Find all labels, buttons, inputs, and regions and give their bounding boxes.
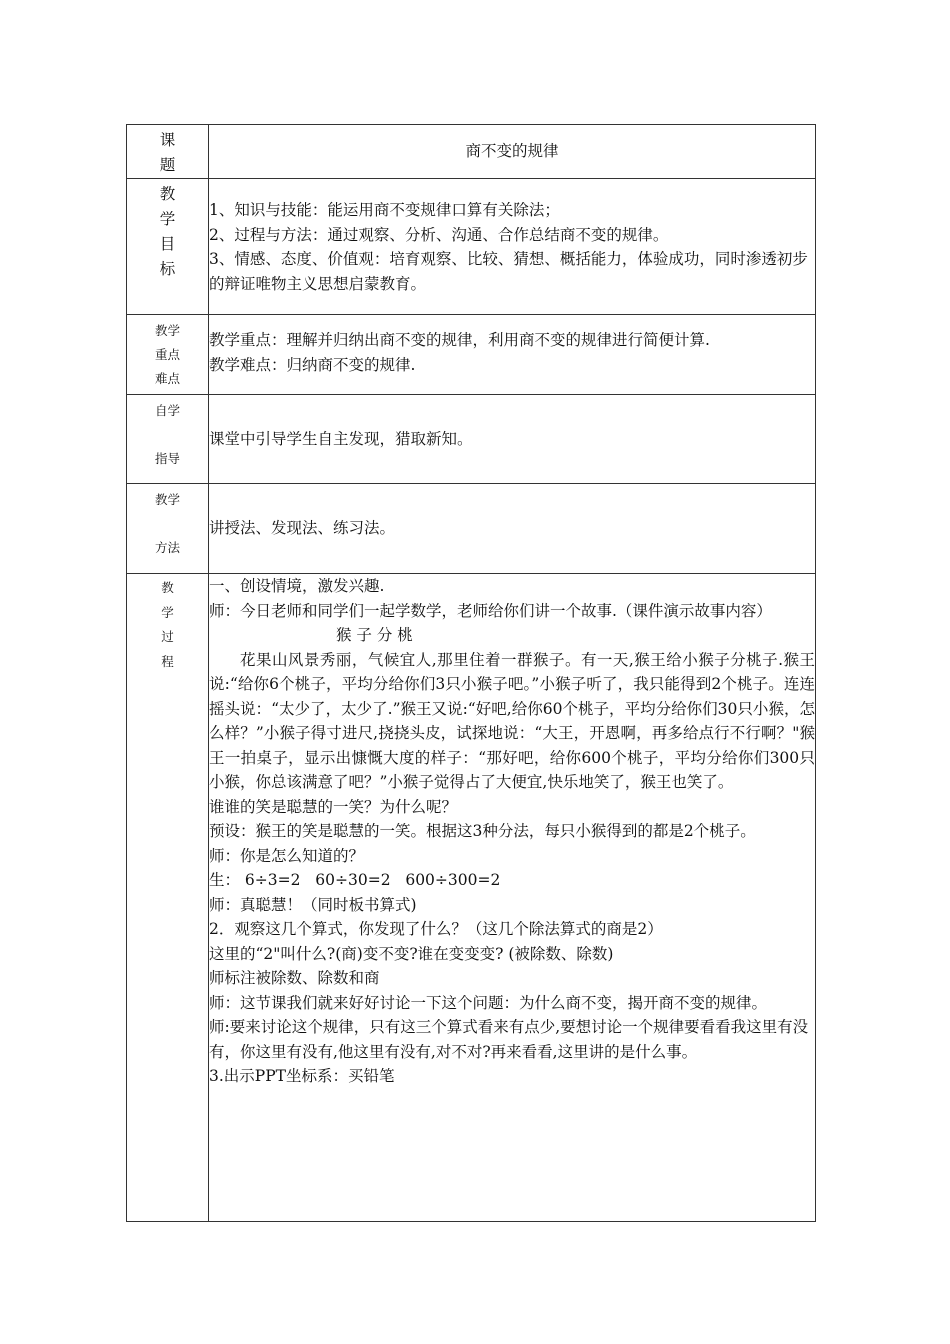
label-char: 目 [159,235,176,253]
goals-content [209,179,816,315]
goal-line: 3、情感、态度、价值观：培育观察、比较、猜想、概括能力，体验成功，同时渗透初步的辩证唯物主义思想启蒙教育。 [209,250,808,293]
label-char: 难点 [154,371,180,386]
row-title [127,125,816,179]
label-method [127,484,209,574]
keypoints-content [209,315,816,395]
method-text: 讲授法、发现法、练习法。 [209,519,396,538]
label-char: 教学 [154,492,180,507]
label-process [127,574,209,1222]
process-line: 师：今日老师和同学们一起学数学，老师给你们讲一个故事.（课件演示故事内容） [209,601,772,620]
label-char: 自学 [154,403,180,418]
lesson-title [209,125,816,179]
process-line: 一、创设情境，激发兴趣. [209,577,385,595]
label-char: 学 [159,210,176,228]
process-line: 师:要来讨论这个规律，只有这三个算式看来有点少,要想讨论一个规律要看看我这里有没有，你这里有没有,他这里有没有,对不对?再来看看,这里讲的是什么事。 [209,1018,809,1061]
story-paragraph: 花果山风景秀丽，气候宜人,那里住着一群猴子。有一天,猴王给小猴子分桃子.猴王说:“给你6个桃子，平均分给你们3只小猴子吧。”小猴子听了，我只能得到2个桃子。连连摇头说：“太少了，太少了.”猴王又说:“好吧,给你60个桃子，平均分给你们30只小猴，怎么样？”小猴子得寸进尺,挠挠头皮，试探地说：“大王，开恩啊，再多给点行不行啊？"猴王一拍桌子，显示出慷慨大度的样子：“那好吧，给你600个桃子，平均分给你们300只小猴，你总该满意了吧？”小猴子觉得占了大便宜,快乐地笑了，猴王也笑了。 [209,650,815,791]
keypoint-line: 教学难点：归纳商不变的规律. [209,355,416,374]
label-keypoints [127,315,209,395]
goal-line: 1、知识与技能：能运用商不变规律口算有关除法； [209,201,560,219]
process-line: 2．观察这几个算式，你发现了什么？（这几个除法算式的商是2） [209,920,663,938]
lesson-title-text: 商不变的规律 [465,142,559,161]
label-char: 重点 [154,347,180,362]
process-line: 谁谁的笑是聪慧的一笑？为什么呢？ [209,797,458,816]
label-char [127,512,208,536]
keypoint-line: 教学重点：理解并归纳出商不变的规律，利用商不变的规律进行简便计算. [209,331,710,349]
process-line: 3.出示PPT坐标系：买铅笔 [209,1067,395,1085]
process-line: 师：这节课我们就来好好讨论一下这个问题：为什么商不变，揭开商不变的规律。 [209,993,768,1012]
process-line: 预设：猴王的笑是聪慧的一笑。根据这3种分法，每只小猴得到的都是2个桃子。 [209,822,756,840]
label-char [127,423,208,447]
label-char: 程 [161,653,174,669]
label-char: 学 [161,604,174,620]
label-guide [127,395,209,484]
process-content [209,574,816,1222]
row-method [127,484,816,574]
label-title [127,125,209,179]
row-process [127,574,816,1222]
label-char: 过 [161,629,174,644]
label-char: 指导 [154,451,180,466]
label-goals [127,179,209,315]
guide-text: 课堂中引导学生自主发现，猎取新知。 [209,429,473,448]
label-char: 教 [159,185,176,203]
label-char: 题 [159,156,176,174]
label-char: 教 [161,580,174,595]
label-char: 标 [159,260,176,278]
lesson-plan-table [126,124,816,1222]
label-char: 教学 [154,323,180,338]
process-equations: 生： 6÷3=2 60÷30=2 600÷300=2 [209,871,501,889]
process-line: 师：真聪慧！（同时板书算式) [209,895,417,914]
story-title: 猴 子 分 桃 [336,626,413,644]
label-char: 课 [159,131,176,149]
label-char: 方法 [154,540,180,555]
goal-line: 2、过程与方法：通过观察、分析、沟通、合作总结商不变的规律。 [209,225,669,244]
process-line: 这里的“2"叫什么?(商)变不变?谁在变变变? (被除数、除数) [209,944,614,963]
row-guide [127,395,816,484]
process-line: 师：你是怎么知道的？ [209,846,365,865]
method-content [209,484,816,574]
guide-content [209,395,816,484]
row-goals [127,179,816,315]
process-line: 师标注被除数、除数和商 [209,969,380,987]
row-keypoints [127,315,816,395]
